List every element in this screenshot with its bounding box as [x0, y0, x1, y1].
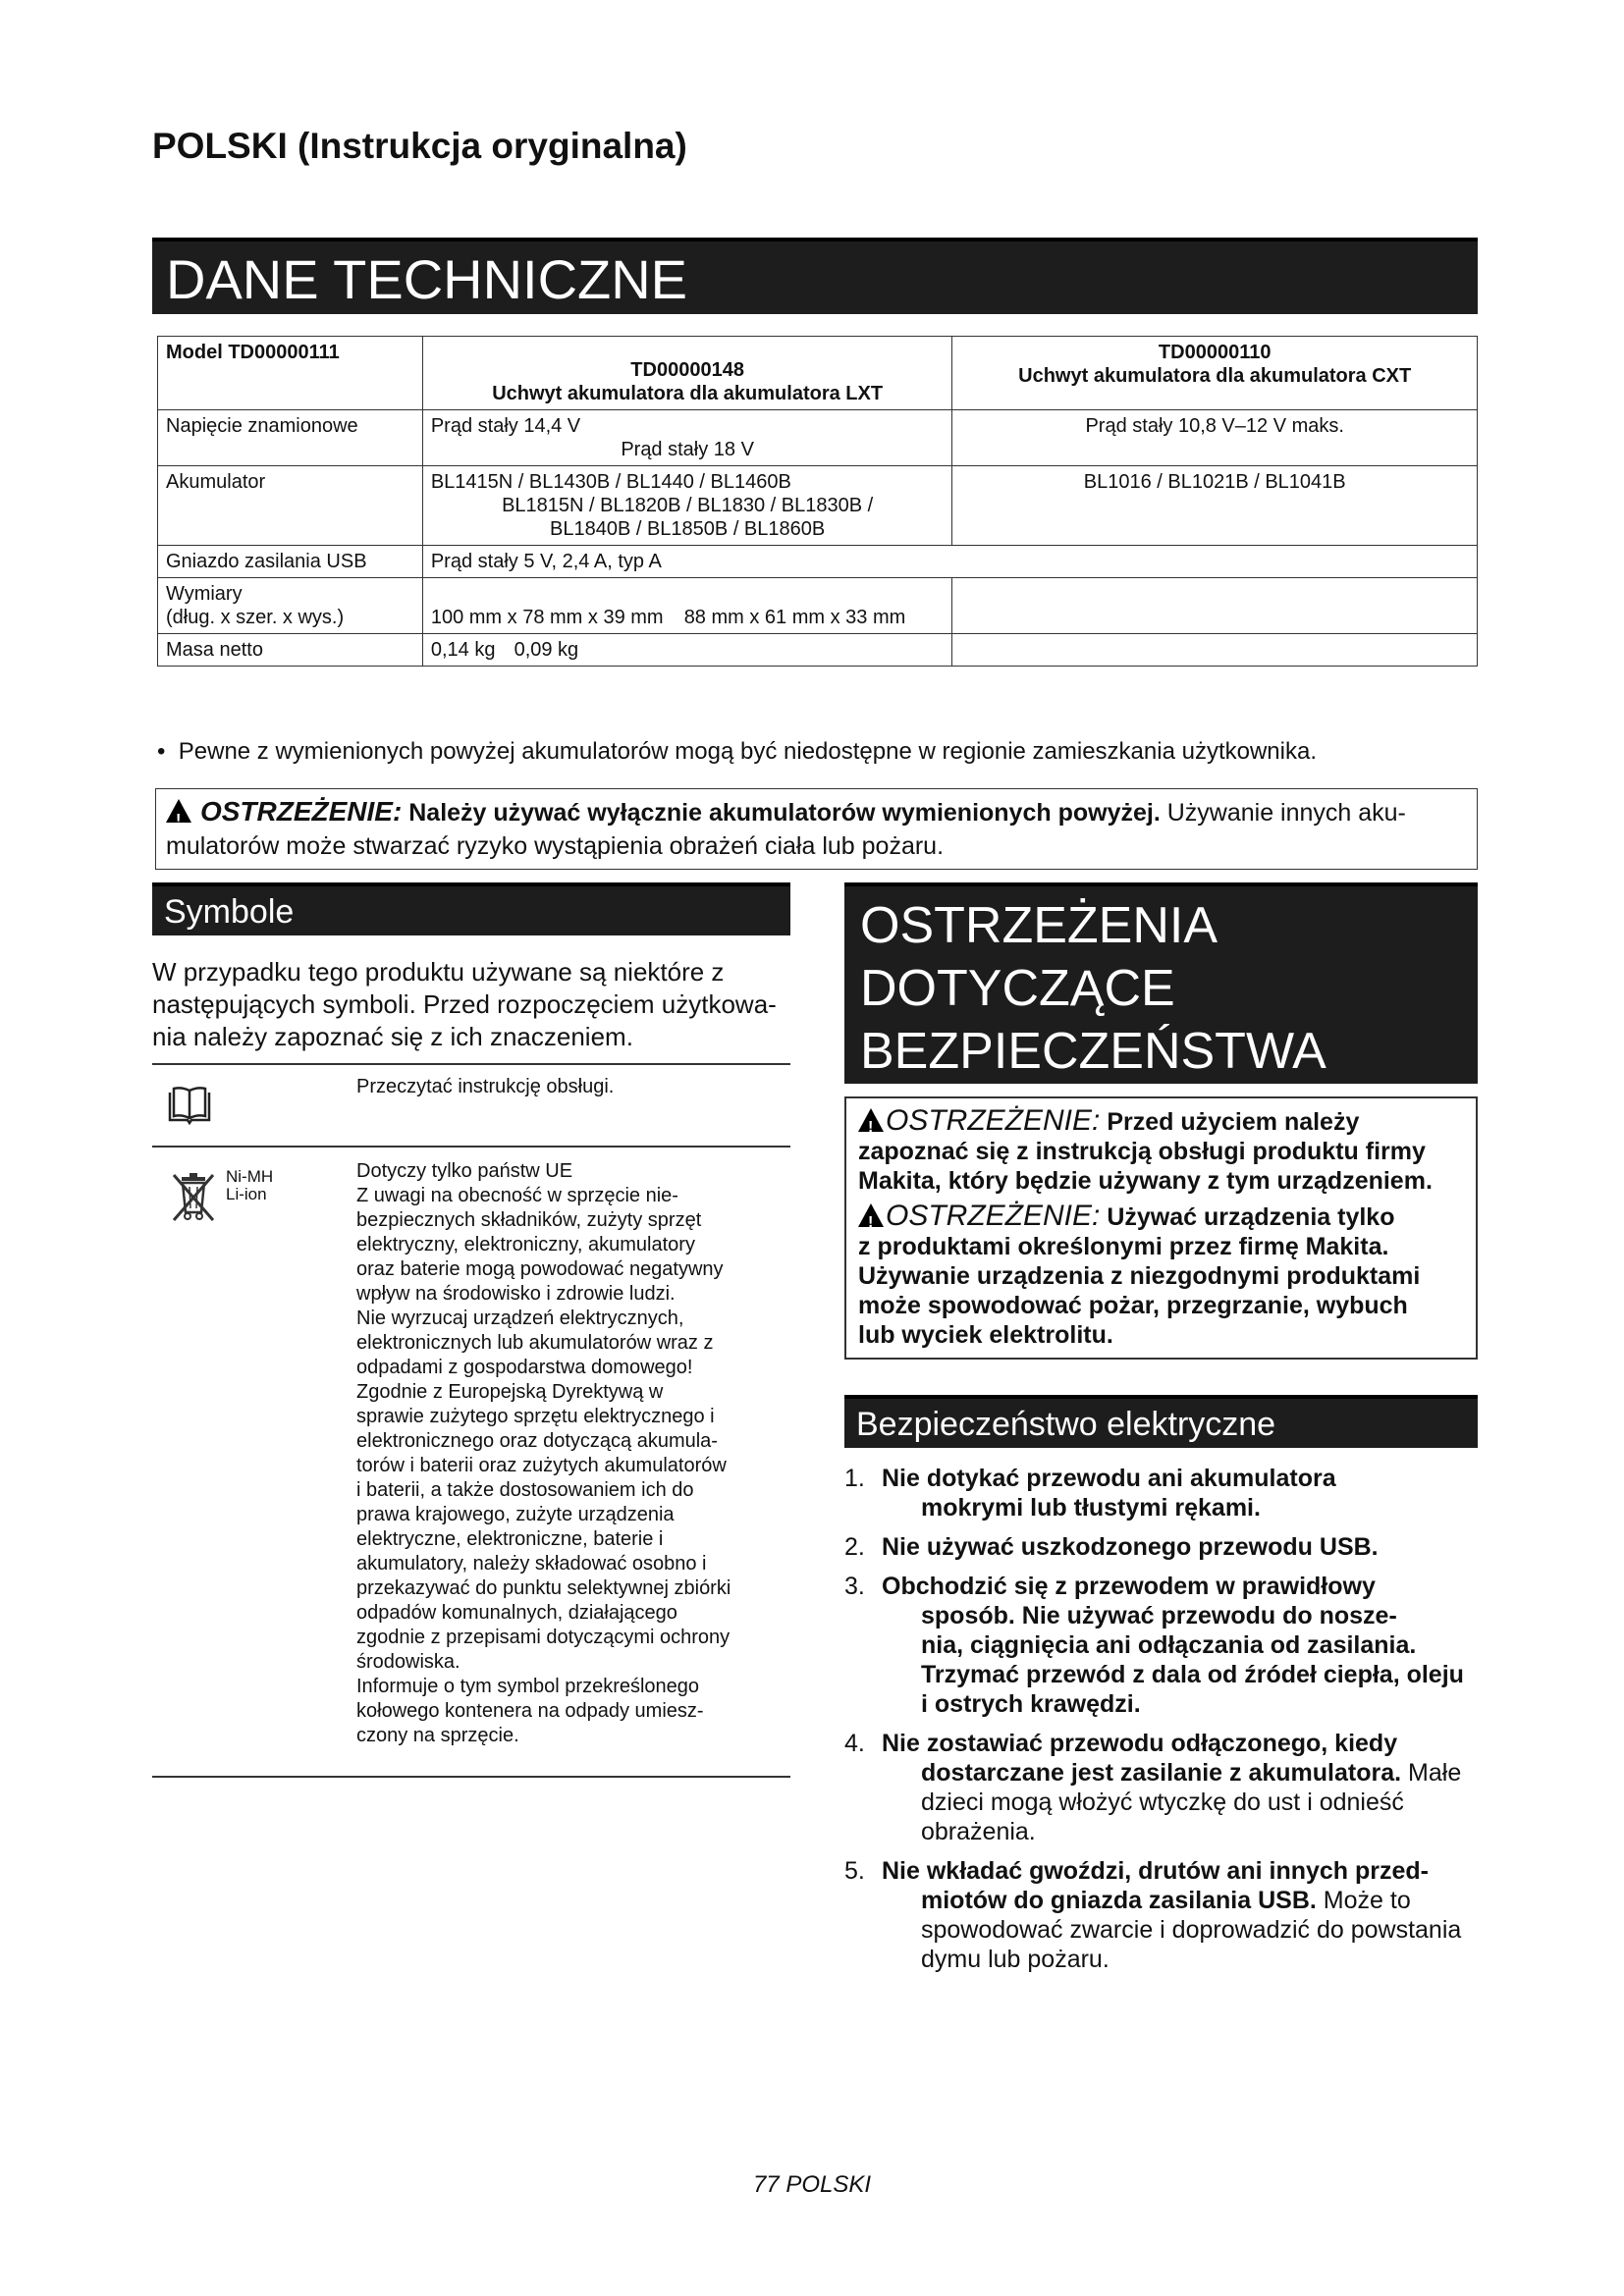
warning-line: lub wyciek elektrolitu.: [858, 1321, 1113, 1349]
banner-line: OSTRZEŻENIA: [860, 897, 1218, 954]
item-line: [882, 1758, 1478, 1788]
weee-line: elektryczne, elektroniczne, baterie i: [356, 1528, 664, 1550]
spec-battery-lxt: [422, 466, 952, 546]
cell-text: BL1840B / BL1850B / BL1860B: [550, 518, 826, 540]
item-text: i ostrych krawędzi.: [921, 1690, 1141, 1718]
spec-mass-values: [422, 634, 952, 667]
weee-line: Nie wyrzucaj urządzeń elektrycznych,: [356, 1308, 684, 1329]
page-footer: 77 POLSKI: [752, 2171, 872, 2198]
weee-line: bezpiecznych składników, zużyty sprzęt: [356, 1209, 702, 1231]
battery-type-liion: Li-ion: [226, 1185, 267, 1203]
list-item: [844, 1729, 1478, 1846]
cell-text: BL1415N / BL1430B / BL1440 / BL1460B: [430, 471, 791, 493]
bullet-icon: •: [157, 738, 179, 765]
spec-dims-cxt: [952, 578, 1478, 634]
table-row: [158, 466, 1478, 546]
item-text: dzieci mogą włożyć wtyczkę do ust i odnieść: [921, 1789, 1404, 1816]
spec-voltage-cxt: Prąd stały 10,8 V–12 V maks.: [952, 410, 1478, 466]
spec-col2-header: [422, 337, 952, 410]
table-row: [158, 634, 1478, 667]
cell-text: 0,09 kg: [514, 639, 579, 661]
intro-line: nia należy zapoznać się z ich znaczeniem.: [152, 1022, 633, 1051]
banner-line: DOTYCZĄCE: [860, 960, 1175, 1017]
list-item: [844, 1856, 1478, 1974]
cell-text: (dług. x szer. x wys.): [166, 607, 345, 628]
spec-usb-value: Prąd stały 5 V, 2,4 A, typ A: [422, 546, 1477, 578]
warning-text: Używanie innych aku-mulatorów może stwarzać ryzyko wystąpienia obrażeń ciała lub pożaru.: [166, 799, 1406, 860]
note-text: Pewne z wymienionych powyżej akumulatorów mogą być niedostępne w regionie zamieszkania użytkownika.: [178, 738, 1317, 765]
availability-note: [157, 738, 1478, 766]
item-text: Trzymać przewód z dala od źródeł ciepła, oleju: [921, 1661, 1464, 1688]
item-text: Obchodzić się z przewodem w prawidłowy: [882, 1573, 1376, 1600]
spec-voltage-lxt: [422, 410, 952, 466]
item-text: obrażenia.: [921, 1818, 1036, 1845]
page-language-title: POLSKI (Instrukcja oryginalna): [152, 126, 687, 166]
warning-text: Używać urządzenia tylko: [1107, 1203, 1395, 1231]
item-text: Nie dotykać przewodu ani akumulatora: [882, 1465, 1336, 1492]
item-number: 1.: [844, 1465, 865, 1492]
symbols-intro: [152, 956, 790, 1053]
spec-col3-model: TD00000110: [1158, 342, 1272, 363]
item-text: sposób. Nie używać przewodu do nosze-: [921, 1602, 1397, 1629]
weee-line: środowiska.: [356, 1651, 460, 1673]
item-text: Nie zostawiać przewodu odłączonego, kiedy: [882, 1730, 1398, 1757]
battery-type-nimh: Ni-MH: [226, 1167, 274, 1186]
safety-warnings-banner: [844, 882, 1478, 1084]
spec-col1-header: Model TD00000111: [158, 337, 423, 410]
spec-col2-desc: Uchwyt akumulatora dla akumulatora LXT: [492, 383, 884, 404]
item-text: spowodować zwarcie i doprowadzić do powstania: [921, 1916, 1462, 1944]
warning-bold-text: Należy używać wyłącznie akumulatorów wymienionych powyżej.: [408, 799, 1161, 827]
spec-dims-label: [158, 578, 423, 634]
table-row: [158, 578, 1478, 634]
warning-triangle-icon: [858, 1203, 884, 1227]
warning-label: OSTRZEŻENIE:: [199, 796, 403, 827]
symbol-row-manual: [152, 1065, 790, 1148]
warning-triangle-icon: [166, 799, 191, 823]
warning-line: [858, 1201, 1464, 1232]
item-line: [882, 1886, 1478, 1915]
warning-line: Makita, który będzie używany z tym urządzeniem.: [858, 1167, 1433, 1195]
weee-line: Zgodnie z Europejską Dyrektywą w: [356, 1381, 664, 1403]
warning-label: OSTRZEŻENIE:: [886, 1200, 1101, 1232]
item-text: dostarczane jest zasilanie z akumulatora.: [921, 1759, 1402, 1787]
cell-text: BL1815N / BL1820B / BL1830 / BL1830B /: [502, 495, 874, 516]
battery-type-labels: [226, 1168, 273, 1203]
weee-line: wpływ na środowisko i zdrowie ludzi.: [356, 1283, 676, 1305]
weee-line: sprawie zużytego sprzętu elektrycznego i: [356, 1406, 715, 1427]
symbols-table: [152, 1063, 790, 1778]
table-row: [158, 546, 1478, 578]
weee-line: elektryczny, elektroniczny, akumulatory: [356, 1234, 695, 1255]
weee-line: oraz baterie mogą powodować negatywny: [356, 1258, 724, 1280]
electrical-safety-list: [844, 1464, 1478, 1984]
intro-line: W przypadku tego produktu używane są niektóre z: [152, 957, 725, 987]
weee-line: kołowego kontenera na odpady umiesz-: [356, 1700, 704, 1722]
tech-specs-banner: DANE TECHNICZNE: [152, 238, 1478, 314]
item-text: Małe: [1408, 1759, 1462, 1787]
item-text: Nie używać uszkodzonego przewodu USB.: [882, 1533, 1379, 1561]
weee-line: przekazywać do punktu selektywnej zbiórki: [356, 1577, 731, 1599]
item-number: 3.: [844, 1573, 865, 1600]
item-text: miotów do gniazda zasilania USB.: [921, 1887, 1317, 1914]
spec-col3-header: [952, 337, 1478, 410]
weee-text: [356, 1159, 788, 1748]
spec-voltage-label: [158, 410, 423, 466]
item-text: Może to: [1323, 1887, 1411, 1914]
list-item: [844, 1532, 1478, 1562]
warning-label: OSTRZEŻENIE:: [886, 1104, 1101, 1137]
item-number: 2.: [844, 1533, 865, 1561]
weee-line: Z uwagi na obecność w sprzęcie nie-: [356, 1185, 678, 1206]
read-manual-text: Przeczytać instrukcję obsługi.: [356, 1076, 615, 1097]
warning-line: Używanie urządzenia z niezgodnymi produktami: [858, 1262, 1421, 1290]
cell-text: Wymiary: [166, 583, 243, 605]
warning-triangle-icon: [858, 1108, 884, 1132]
weee-line: i baterii, a także dostosowaniem ich do: [356, 1479, 694, 1501]
weee-line: zgodnie z przepisami dotyczącymi ochrony: [356, 1627, 731, 1648]
item-number: 4.: [844, 1730, 865, 1757]
spec-col3-desc: Uchwyt akumulatora dla akumulatora CXT: [1018, 365, 1412, 387]
spec-dims-values: [422, 578, 952, 634]
open-book-icon: [166, 1085, 213, 1131]
cell-text: 88 mm x 61 mm x 33 mm: [683, 607, 906, 628]
intro-line: następujących symboli. Przed rozpoczęciem użytkowa-: [152, 989, 777, 1019]
weee-line: Dotyczy tylko państw UE: [356, 1160, 573, 1182]
spec-mass-label: Masa netto: [158, 634, 423, 667]
warning-line: może spowodować pożar, przegrzanie, wybuch: [858, 1292, 1408, 1319]
item-text: dymu lub pożaru.: [921, 1946, 1110, 1973]
electrical-safety-banner: Bezpieczeństwo elektryczne: [844, 1395, 1478, 1448]
spec-mass-cxt: [952, 634, 1478, 667]
item-number: 5.: [844, 1857, 865, 1885]
crossed-bin-icon: [166, 1167, 221, 1231]
warning-text: Przed użyciem należy: [1107, 1108, 1360, 1136]
cell-text: 100 mm x 78 mm x 39 mm: [430, 607, 664, 628]
spec-usb-label: Gniazdo zasilania USB: [158, 546, 423, 578]
cell-text: 0,14 kg: [430, 639, 496, 661]
item-text: Nie wkładać gwoździ, drutów ani innych przed-: [882, 1857, 1430, 1885]
weee-line: prawa krajowego, zużyte urządzenia: [356, 1504, 675, 1525]
symbol-row-weee: [152, 1148, 790, 1776]
table-row: [158, 410, 1478, 466]
item-text: nia, ciągnięcia ani odłączania od zasilania.: [921, 1631, 1417, 1659]
weee-line: torów i baterii oraz zużytych akumulatorów: [356, 1455, 727, 1476]
safety-warning-box: [844, 1096, 1478, 1360]
weee-line: akumulatory, należy składować osobno i: [356, 1553, 707, 1575]
weee-line: Informuje o tym symbol przekreślonego: [356, 1676, 700, 1697]
banner-line: BEZPIECZEŃSTWA: [860, 1023, 1326, 1080]
spec-col2-model: TD00000148: [630, 359, 744, 381]
battery-warning-box: [155, 788, 1478, 870]
warning-line: z produktami określonymi przez firmę Makita.: [858, 1233, 1389, 1260]
spec-battery-cxt: BL1016 / BL1021B / BL1041B: [952, 466, 1478, 546]
weee-line: elektronicznych lub akumulatorów wraz z: [356, 1332, 714, 1354]
list-item: [844, 1464, 1478, 1522]
table-row: [158, 337, 1478, 410]
weee-line: odpadów komunalnych, działającego: [356, 1602, 677, 1624]
item-text: mokrymi lub tłustymi rękami.: [921, 1494, 1261, 1522]
cell-text: Napięcie znamionowe: [166, 415, 358, 437]
spec-table: [157, 336, 1478, 667]
warning-line: [858, 1106, 1464, 1137]
symbols-banner: Symbole: [152, 882, 790, 935]
warning-line: zapoznać się z instrukcją obsługi produktu firmy: [858, 1138, 1426, 1165]
cell-text: Prąd stały 18 V: [621, 439, 754, 460]
spec-battery-label: Akumulator: [158, 466, 423, 546]
weee-line: elektronicznego oraz dotyczącą akumula-: [356, 1430, 718, 1452]
cell-text: Prąd stały 14,4 V: [430, 415, 581, 437]
weee-line: czony na sprzęcie.: [356, 1725, 519, 1746]
list-item: [844, 1572, 1478, 1719]
weee-line: odpadami z gospodarstwa domowego!: [356, 1357, 693, 1378]
